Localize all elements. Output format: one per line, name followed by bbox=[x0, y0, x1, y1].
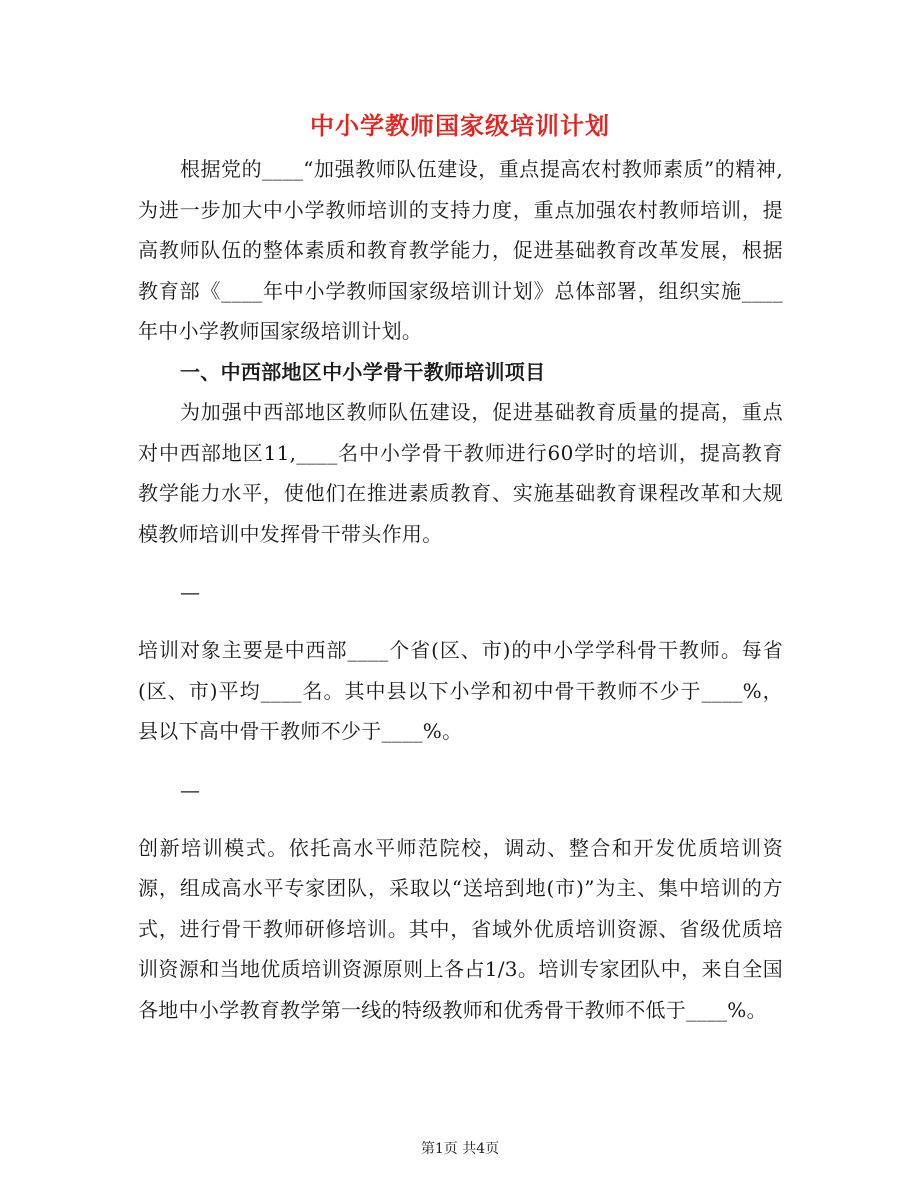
section-1-heading: 一、中西部地区中小学骨干教师培训项目 bbox=[180, 359, 546, 384]
section-1-paragraph: 为加强中西部地区教师队伍建设，促进基础教育质量的提高，重点对中西部地区11,____名中小学骨干教师进行60学时的培训，提高教育教学能力水平，使他们在推进素质教育、实施基础教育课程改革和大规模教师培训中发挥骨干带头作用。 bbox=[138, 400, 783, 546]
separator-dash-1: — bbox=[180, 580, 201, 604]
training-targets-paragraph: 培训对象主要是中西部____个省(区、市)的中小学学科骨干教师。每省(区、市)平均____名。其中县以下小学和初中骨干教师不少于____%，县以下高中骨干教师不少于____%。 bbox=[138, 638, 783, 743]
document-body bbox=[138, 149, 783, 1030]
document-title: 中小学教师国家级培训计划 bbox=[310, 111, 610, 140]
training-model-paragraph: 创新培训模式。依托高水平师范院校，调动、整合和开发优质培训资源，组成高水平专家团队，采取以“送培到地(市)”为主、集中培训的方式，进行骨干教师研修培训。其中，省域外优质培训资源、省级优质培训资源和当地优质培训资源原则上各占1/3。培训专家团队中，来自全国各地中小学教育教学第一线的特级教师和优秀骨干教师不低于____%。 bbox=[138, 835, 783, 1022]
intro-paragraph: 根据党的____“加强教师队伍建设，重点提高农村教师素质”的精神,为进一步加大中小学教师培训的支持力度，重点加强农村教师培训，提高教师队伍的整体素质和教育教学能力，促进基础教育改革发展，根据教育部《____年中小学教师国家级培训计划》总体部署，组织实施____年中小学教师国家级培训计划。 bbox=[138, 157, 783, 343]
page-number-footer: 第1页 共4页 bbox=[420, 1141, 500, 1157]
separator-dash-2: — bbox=[180, 777, 201, 802]
